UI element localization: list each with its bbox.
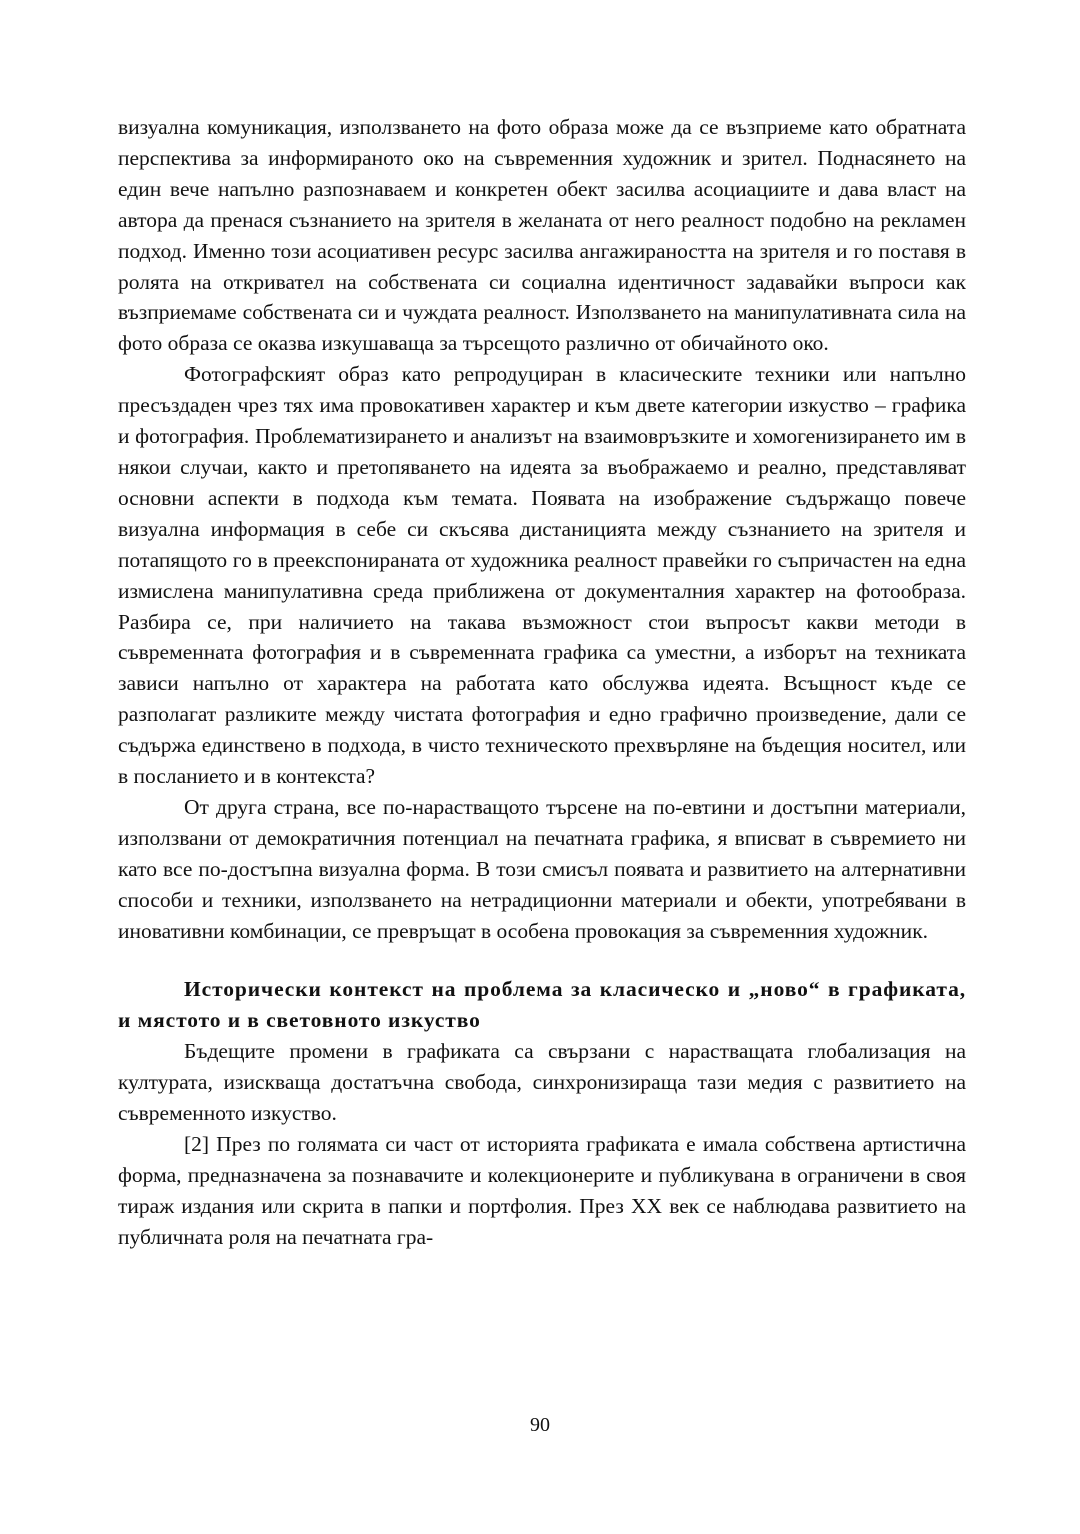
paragraph-4: Бъдещите промени в графиката са свързани с нарастващата глобализация на културата, изискваща достатъчна свобода, синхронизираща тази медия с развитието на съвременното изкуство. — [118, 1039, 966, 1126]
section-heading: Исторически контекст на проблема за класическо и „ново“ в графиката, и мястото и в световното изкуство — [118, 977, 966, 1033]
paragraph-1: визуална комуникация, използването на фото образа може да се възприеме като обратната перспектива за информираното око на съвременния художник и зрител. Поднасянето на един вече напълно разпознаваем и конкретен обект засилва асоциациите и дава власт на автора да пренася съзнанието на зрителя в желаната от него реалност подобно на рекламен подход. Именно този асоциативен ресурс засилва ангажираността на зрителя и го поставя в ролята на откривател на собствената си социална идентичност задавайки въпроси как възприемаме собствената си и чуждата реалност. Използването на манипулативната сила на фото образа се оказва изкушаваща за търсещото различно от обичайното око. — [118, 115, 966, 356]
paragraph-5: [2] През по голямата си част от историята графиката е имала собствена артистична форма, предназначена за познавачите и колекционерите и публикувана в ограничени в своя тираж издания или скрита в папки и портфолия. През ХХ век се наблюдава развитието на публичната роля на печатната гра- — [118, 1132, 966, 1249]
page-number: 90 — [530, 1414, 550, 1436]
document-page — [118, 112, 966, 1253]
paragraph-3: От друга страна, все по-нарастващото търсене на по-евтини и достъпни материали, използвани от демократичния потенциал на печатната графика, я вписват в съвремието ни като все по-достъпна визуална форма. В този смисъл появата и развитието на алтернативни способи и техники, използването на нетрадиционни материали и обекти, употребявани в иновативни комбинации, се превръщат в особена провокация за съвременния художник. — [118, 794, 966, 943]
paragraph-2: Фотографският образ като репродуциран в класическите техники или напълно пресъздаден чрез тях има провокативен характер и към двете категории изкуство – графика и фотография. Проблематизирането и анализът на взаимовръзките и хомогенизирането им в някои случаи, както и претопяването на идеята за въображаемо и реално, представляват основни аспекти в подхода към темата. Появата на изображение съдържащо повече визуална информация в себе си скъсява дистаницията между съзнанието на зрителя и потапящото го в преекспонираната от художника реалност правейки го съпричастен на една измислена манипулативна среда приближена от документалния характер на фотообраза. Разбира се, при наличието на такава възможност стои въпросът какви методи в съвременната фотография и в съвременната графика са уместни, а изборът на техниката зависи напълно от характера на работата като обслужва идеята. Всъщност къде се разполагат разликите между чистата фотография и едно графично произведение, дали се съдържа единствено в подхода, в чисто техническото прехвърляне на бъдещия носител, или в посланието и в контекста? — [118, 362, 966, 789]
